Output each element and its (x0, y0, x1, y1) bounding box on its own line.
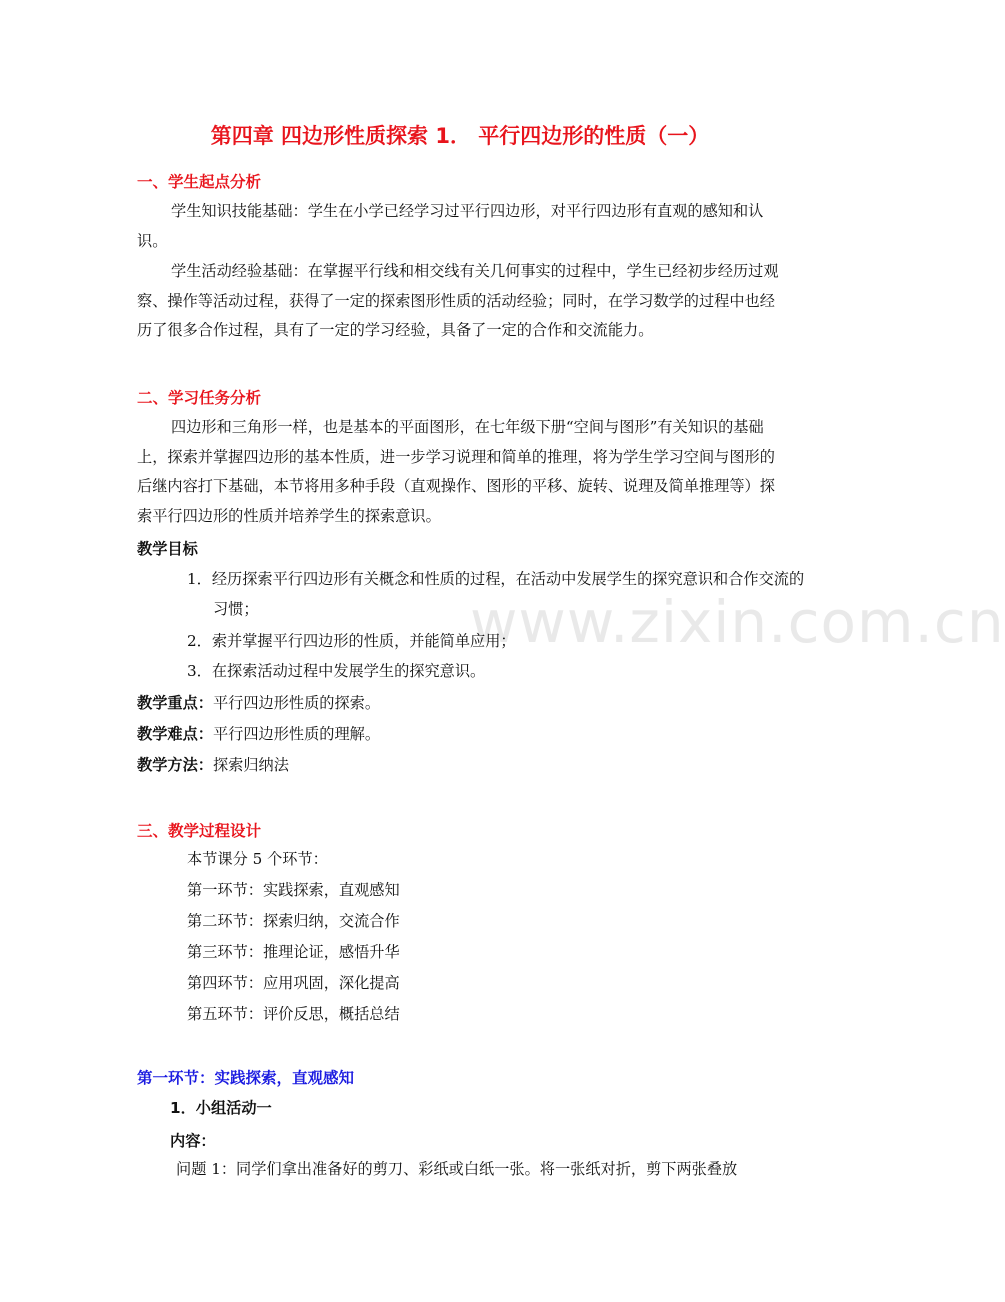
step-item: 第四环节：应用巩固，深化提高 (187, 974, 400, 992)
section-heading-2: 二、学习任务分析 (137, 389, 262, 407)
paragraph-experience: 学生活动经验基础：在掌握平行线和相交线有关几何事实的过程中，学生已经初步经历过观察、操作等活动过程，获得了一定的探索图形性质的活动经验；同时，在学习数学的过程中也经历了很多合作过程，具有了一定的学习经验，具备了一定的合作和交流能力。 (137, 262, 779, 339)
question-1: 问题 1：同学们拿出准备好的剪刀、彩纸或白纸一张。将一张纸对折，剪下两张叠放 (176, 1160, 738, 1178)
goals-label: 教学目标 (137, 540, 198, 558)
goal-item-3: 3．在探索活动过程中发展学生的探究意识。 (187, 662, 486, 680)
steps-intro: 本节课分 5 个环节： (187, 850, 328, 868)
paragraph-task-analysis: 四边形和三角形一样，也是基本的平面图形，在七年级下册“空间与图形”有关知识的基础上，探索并掌握四边形的基本性质，进一步学习说理和简单的推理，将为学生学习空间与图形的后继内容打下基础，本节将用多种手段（直观操作、图形的平移、旋转、说理及简单推理等）探索平行四边形的性质并培养学生的探索意识。 (137, 418, 775, 525)
key-point: 教学重点：平行四边形性质的探索。 (137, 694, 380, 712)
part-heading-1: 第一环节：实践探索，直观感知 (137, 1069, 355, 1087)
teaching-method: 教学方法：探索归纳法 (137, 756, 289, 774)
section-heading-3: 三、教学过程设计 (137, 822, 262, 840)
content-label: 内容： (170, 1132, 216, 1150)
step-item: 第二环节：探索归纳，交流合作 (187, 912, 400, 930)
watermark: www.zixin.com.cn (470, 588, 1005, 656)
difficult-point: 教学难点：平行四边形性质的理解。 (137, 725, 380, 743)
page-title: 第四章 四边形性质探索 1． 平行四边形的性质（一） (210, 124, 710, 148)
goal-item-2: 2．索并掌握平行四边形的性质，并能简单应用； (187, 632, 516, 650)
goal-item-1: 1．经历探索平行四边形有关概念和性质的过程，在活动中发展学生的探究意识和合作交流的习惯； (187, 570, 805, 618)
step-item: 第五环节：评价反思，概括总结 (187, 1005, 400, 1023)
section-heading-1: 一、学生起点分析 (137, 173, 262, 191)
paragraph-knowledge: 学生知识技能基础：学生在小学已经学习过平行四边形，对平行四边形有直观的感知和认识。 (137, 202, 764, 250)
step-item: 第一环节：实践探索，直观感知 (187, 881, 400, 899)
step-item: 第三环节：推理论证，感悟升华 (187, 943, 400, 961)
activity-title: 1．小组活动一 (170, 1099, 272, 1117)
